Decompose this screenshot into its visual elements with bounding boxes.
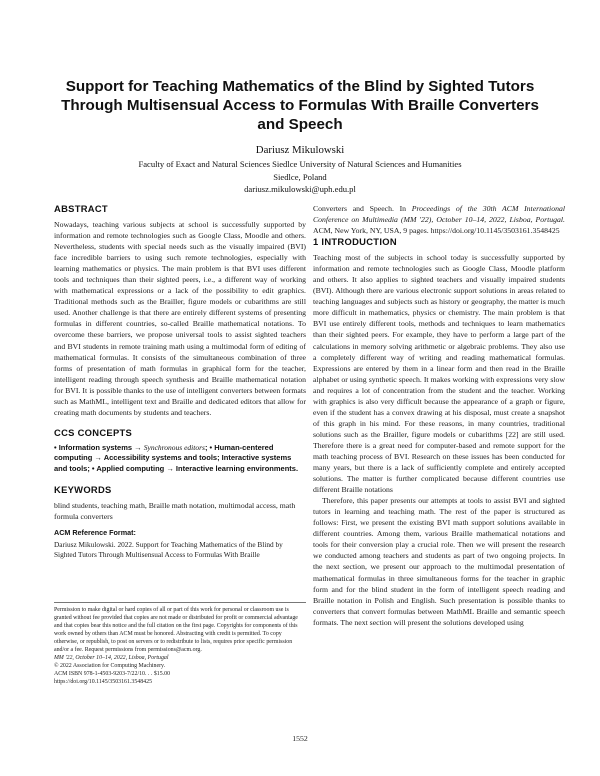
keywords-heading: KEYWORDS: [54, 483, 112, 495]
reference-proceedings: Proceedings of the 30th ACM International Conference on Multimedia (MM '22), October 10–14, 2022, Lisboa, Portugal.: [313, 204, 565, 225]
reference-format-heading: ACM Reference Format:: [54, 527, 136, 537]
introduction-heading: 1 INTRODUCTION: [313, 236, 397, 248]
ccs-heading: CCS CONCEPTS: [54, 426, 133, 438]
abstract-heading: ABSTRACT: [54, 203, 108, 214]
left-column: [54, 203, 306, 561]
abstract-text: Nowadays, teaching various subjects at school is successfully supported by information and remote technologies such as Google Class, Moodle and others. Nevertheless, students with special needs such as the visually impaired (BVI) face incredible barriers to using such remote technologies, especially with learning mathematics or physics. The main problem is that BVI uses different tools and techniques than their sighted peers, i.e., a different way of working with mathematical expressions or a lack of the possibility to edit graphics. Traditional methods such as the Brailler, figure models or cubarithms are still used. Another challenge is that there are entirely different systems of presenting formulas in different countries, so-called Braille mathematical notations. To overcome these barriers, we propose universal tools to assist sighted teachers and BVI students in remote training math using a multimodal form of editing of mathematical formulas. It consists of the simultaneous combination of three forms of presentation of math formulas in graphical form for the teacher, intelligent reading through speech synthesis and Braille mathematical notation for BVI. It is possible thanks to the use of intelligent converters between formats such as MathML, intelligent text and Braille and dedicated editors that allow for creating math documents by students and teachers.: [54, 220, 306, 417]
permission-copyright: © 2022 Association for Computing Machinery.: [54, 663, 166, 670]
permission-text: Permission to make digital or hard copies of all or part of this work for personal or classroom use is granted without fee provided that copies are not made or distributed for profit or commercial advantage and that copies bear this notice and the full citation on the first page. Copyrights for components of this work owned by others than ACM must be honored. Abstracting with credit is permitted. To copy otherwise, or republish, to post on servers or to redistribute to lists, requires prior specific permission and/or a fee. Request permissions from permissions@acm.org.: [54, 607, 298, 654]
author-block: [60, 143, 540, 196]
page-number: 1552: [292, 734, 308, 743]
introduction-paragraph-1: Teaching most of the subjects in school today is successfully supported by information and remote technologies such as Google Class, Moodle platform and others. It also applies to sighted teachers and visually impaired students (BVI). Although there are various electronic support solutions in areas related to teaching languages and subjects such as history or geography, the matter is much more difficult in mathematics, physics or chemistry. The main problem is that BVI use entirely different tools, methods and techniques to learn mathematics than their sighted peers. For example, they have to perform a large part of the calculations in memory solving arithmetic or algebraic problems. They also use a completely different way of writing and reading mathematical formulas. Expressions are entered by them in a linear form and then read in the Braille alphabet or using synthetic speech. It makes working with expressions very slow and requires a lot of concentration from the student and the teacher. Working with graphics is also very difficult because the appearance of a graph or figure, even if the student has a convex drawing at his disposal, must create a snapshot of this graph in his mind. For these reasons, in many countries, traditional solutions such as the Brailler, figure models or cubarithms [22] are still used. Therefore there is a great need for computer-based and remote support for the math teaching process of BVI. Research on these issues has been conducted for many years, but there is a lack of sufficiently complete and entirely accepted solutions. The matter is further complicated because different countries use different Braille notations: [313, 253, 565, 495]
ccs-item-synchronous-editors: Synchronous editors: [143, 442, 205, 452]
permission-venue: MM '22, October 10–14, 2022, Lisboa, Portugal: [54, 655, 169, 662]
reference-format-continued: [313, 203, 565, 236]
author-location: Siedlce, Poland: [273, 171, 327, 182]
ccs-remaining-items: ; • Human-centered computing → Accessibility systems and tools; Interactive systems and tools; • Applied computing → Interactive learning environments.: [54, 442, 299, 474]
author-name: Dariusz Mikulowski: [255, 144, 345, 156]
paper-title: Support for Teaching Mathematics of the Blind by Sighted Tutors Through Multisensual Access to Formulas With Braille Converters and Speech: [61, 78, 539, 133]
introduction-paragraph-2: Therefore, this paper presents our attempts at tools to assist BVI and sighted tutors in learning and teaching math. The rest of the paper is structured as follows: First, we present the existing BVI math support solutions available in different countries. Among them, various Braille mathematical notations and tools for their conversion play a crucial role. Then we will present the research we conducted among teachers and students as part of two ongoing projects. In the next section, we present our approach to the multimodal presentation of mathematical formulas in three simultaneous forms for the teacher in graphic form and for the blind student in the form of intelligent speech reading and Braille notation in Polish and English. Such presentation is possible thanks to converters that convert formulas between MathML Braille and semantic speech formats. The next section will present the solutions developed using: [313, 496, 565, 627]
reference-continued-post: ACM, New York, NY, USA, 9 pages. https://doi.org/10.1145/3503161.3548425: [313, 226, 560, 236]
author-email[interactable]: dariusz.mikulowski@uph.edu.pl: [244, 184, 356, 194]
ccs-bullet-1: • Information systems →: [54, 442, 142, 452]
permission-notice: [54, 602, 306, 686]
reference-format-text: Dariusz Mikulowski. 2022. Support for Teaching Mathematics of the Blind by Sighted Tutors Through Multisensual Access to Formulas With Braille: [54, 539, 283, 560]
keywords-text: blind students, teaching math, Braille math notation, multimodal access, math formula converters: [54, 500, 296, 521]
author-affiliation: Faculty of Exact and Natural Sciences Siedlce University of Natural Sciences and Humanities: [138, 159, 462, 169]
permission-isbn: ACM ISBN 978-1-4503-9203-7/22/10. . . $15.00: [54, 671, 171, 678]
ccs-concepts: [54, 443, 306, 475]
right-column: [313, 203, 565, 628]
reference-continued-pre: Converters and Speech. In: [313, 204, 412, 213]
permission-doi[interactable]: https://doi.org/10.1145/3503161.3548425: [54, 679, 153, 686]
